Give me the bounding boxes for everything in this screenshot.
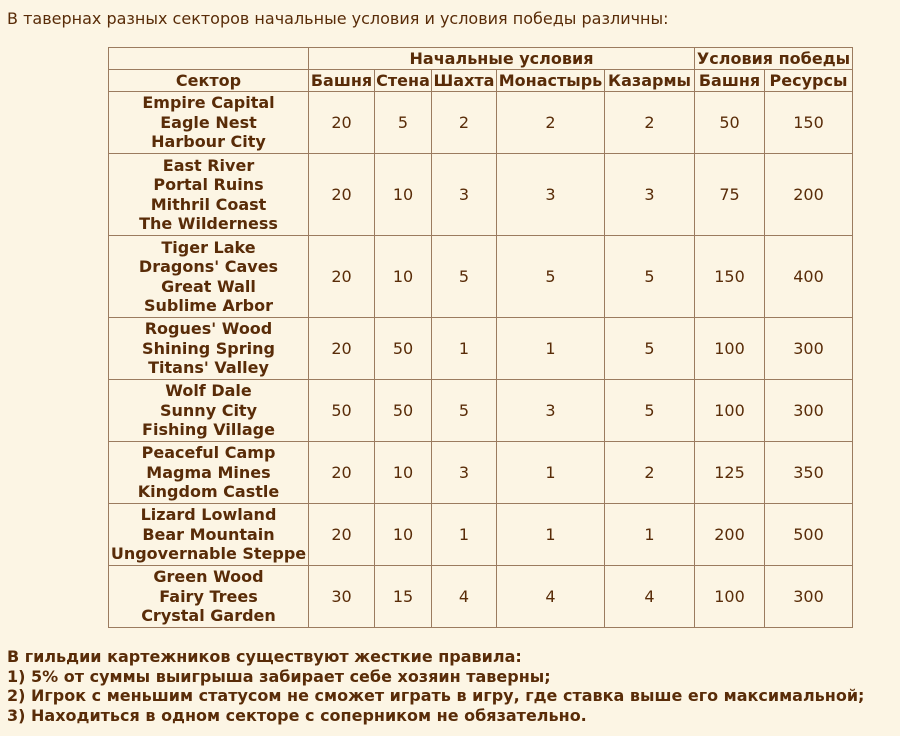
cell-monastery: 1 (497, 318, 605, 380)
table-body (109, 92, 853, 628)
cell-mine: 5 (432, 236, 497, 318)
sector-cell (109, 236, 309, 318)
cell-win-tower: 100 (695, 566, 765, 628)
table-column-header-row (109, 70, 853, 92)
cell-wall: 15 (375, 566, 432, 628)
cell-win-tower: 125 (695, 442, 765, 504)
sector-name: Portal Ruins (153, 175, 264, 194)
cell-wall: 10 (375, 154, 432, 236)
cell-monastery: 3 (497, 380, 605, 442)
sector-name: Tiger Lake (161, 237, 256, 257)
cell-monastery: 1 (497, 504, 605, 566)
cell-barracks: 4 (605, 566, 695, 628)
sector-name: Magma Mines (146, 462, 271, 482)
empty-corner-cell (109, 48, 309, 70)
sector-cell (109, 380, 309, 442)
cell-mine: 5 (432, 380, 497, 442)
cell-tower: 20 (309, 318, 375, 380)
col-header-monastery: Монастырь (497, 70, 605, 92)
table-row (109, 442, 853, 504)
tavern-conditions-table (108, 47, 853, 628)
cell-wall: 50 (375, 380, 432, 442)
col-header-mine: Шахта (432, 70, 497, 92)
cell-monastery: 5 (497, 236, 605, 318)
cell-monastery: 3 (497, 154, 605, 236)
cell-mine: 1 (432, 318, 497, 380)
sector-name: Peaceful Camp (141, 443, 276, 463)
cell-wall: 5 (375, 92, 432, 154)
cell-barracks: 1 (605, 504, 695, 566)
sector-name: Harbour City (151, 132, 266, 152)
cell-wall: 10 (375, 236, 432, 318)
table-group-header-row (109, 48, 853, 70)
sector-cell (109, 442, 309, 504)
sector-name: Crystal Garden (141, 606, 276, 626)
table-row (109, 92, 853, 154)
start-conditions-header: Начальные условия (309, 48, 695, 70)
sector-name: Green Wood (153, 567, 264, 587)
cell-monastery: 2 (497, 92, 605, 154)
cell-barracks: 5 (605, 318, 695, 380)
sector-name: Rogues' Wood (144, 319, 273, 339)
cell-barracks: 5 (605, 380, 695, 442)
col-header-tower: Башня (309, 70, 375, 92)
cell-resources: 300 (765, 380, 853, 442)
cell-tower: 20 (309, 504, 375, 566)
cell-resources: 300 (765, 318, 853, 380)
sector-name: Empire Capital (142, 93, 275, 113)
table-row (109, 566, 853, 628)
sector-cell (109, 318, 309, 380)
cell-tower: 30 (309, 566, 375, 628)
cell-win-tower: 100 (695, 380, 765, 442)
table-row (109, 154, 853, 236)
guild-rules (7, 647, 864, 725)
sector-name: Titans' Valley (148, 358, 269, 378)
sector-name: Lizard Lowland (140, 505, 277, 525)
cell-win-tower: 100 (695, 318, 765, 380)
cell-resources: 400 (765, 236, 853, 318)
cell-wall: 10 (375, 504, 432, 566)
cell-barracks: 3 (605, 154, 695, 236)
intro-text: В тавернах разных секторов начальные условия и условия победы различны: (7, 9, 669, 28)
col-header-win-tower: Башня (695, 70, 765, 92)
sector-name: Kingdom Castle (137, 482, 280, 502)
cell-resources: 300 (765, 566, 853, 628)
sector-name: East River (162, 155, 255, 175)
cell-tower: 20 (309, 92, 375, 154)
cell-resources: 150 (765, 92, 853, 154)
sector-name: Ungovernable Steppe (110, 544, 307, 564)
cell-mine: 3 (432, 442, 497, 504)
sector-name: Great Wall (161, 276, 256, 296)
sector-name: Shining Spring (142, 338, 275, 358)
sector-name: Sublime Arbor (143, 296, 274, 315)
sector-name: Bear Mountain (142, 524, 275, 544)
col-header-wall: Стена (376, 71, 430, 90)
cell-mine: 3 (432, 154, 497, 236)
sector-name: Fairy Trees (159, 586, 258, 606)
cell-monastery: 1 (497, 442, 605, 504)
cell-tower: 20 (309, 154, 375, 236)
rule-item: 1) 5% от суммы выигрыша забирает себе хозяин таверны; (7, 666, 551, 686)
cell-wall: 10 (375, 442, 432, 504)
sector-cell (109, 154, 309, 236)
cell-resources: 500 (765, 504, 853, 566)
cell-resources: 350 (765, 442, 853, 504)
rule-item: 3) Находиться в одном секторе с соперником не обязательно. (7, 705, 587, 725)
cell-win-tower: 75 (695, 154, 765, 236)
cell-win-tower: 200 (695, 504, 765, 566)
sector-name: Wolf Dale (165, 381, 252, 401)
cell-win-tower: 50 (695, 92, 765, 154)
rules-heading: В гильдии картежников существуют жесткие правила: (7, 647, 522, 666)
table-row (109, 504, 853, 566)
table-row (109, 318, 853, 380)
cell-tower: 50 (309, 380, 375, 442)
cell-wall: 50 (375, 318, 432, 380)
rule-item: 2) Игрок с меньшим статусом не сможет играть в игру, где ставка выше его максимальной; (7, 686, 865, 705)
sector-cell (109, 92, 309, 154)
sector-name: Dragons' Caves (138, 257, 279, 276)
cell-resources: 200 (765, 154, 853, 236)
sector-name: Mithril Coast (150, 194, 267, 214)
cell-barracks: 5 (605, 236, 695, 318)
cell-monastery: 4 (497, 566, 605, 628)
col-header-barracks: Казармы (605, 70, 695, 92)
cell-barracks: 2 (605, 442, 695, 504)
cell-win-tower: 150 (695, 236, 765, 318)
cell-tower: 20 (309, 236, 375, 318)
col-header-sector: Сектор (109, 70, 309, 92)
sector-cell (109, 566, 309, 628)
cell-mine: 4 (432, 566, 497, 628)
cell-mine: 1 (432, 504, 497, 566)
cell-tower: 20 (309, 442, 375, 504)
table-row (109, 236, 853, 318)
sector-name: Eagle Nest (160, 112, 257, 132)
cell-barracks: 2 (605, 92, 695, 154)
sector-name: Fishing Village (142, 420, 275, 440)
col-header-resources: Ресурсы (765, 70, 853, 92)
sector-cell (109, 504, 309, 566)
table-row (109, 380, 853, 442)
win-conditions-header: Условия победы (695, 48, 853, 70)
cell-mine: 2 (432, 92, 497, 154)
sector-name: Sunny City (160, 400, 257, 420)
sector-name: The Wilderness (139, 214, 278, 233)
